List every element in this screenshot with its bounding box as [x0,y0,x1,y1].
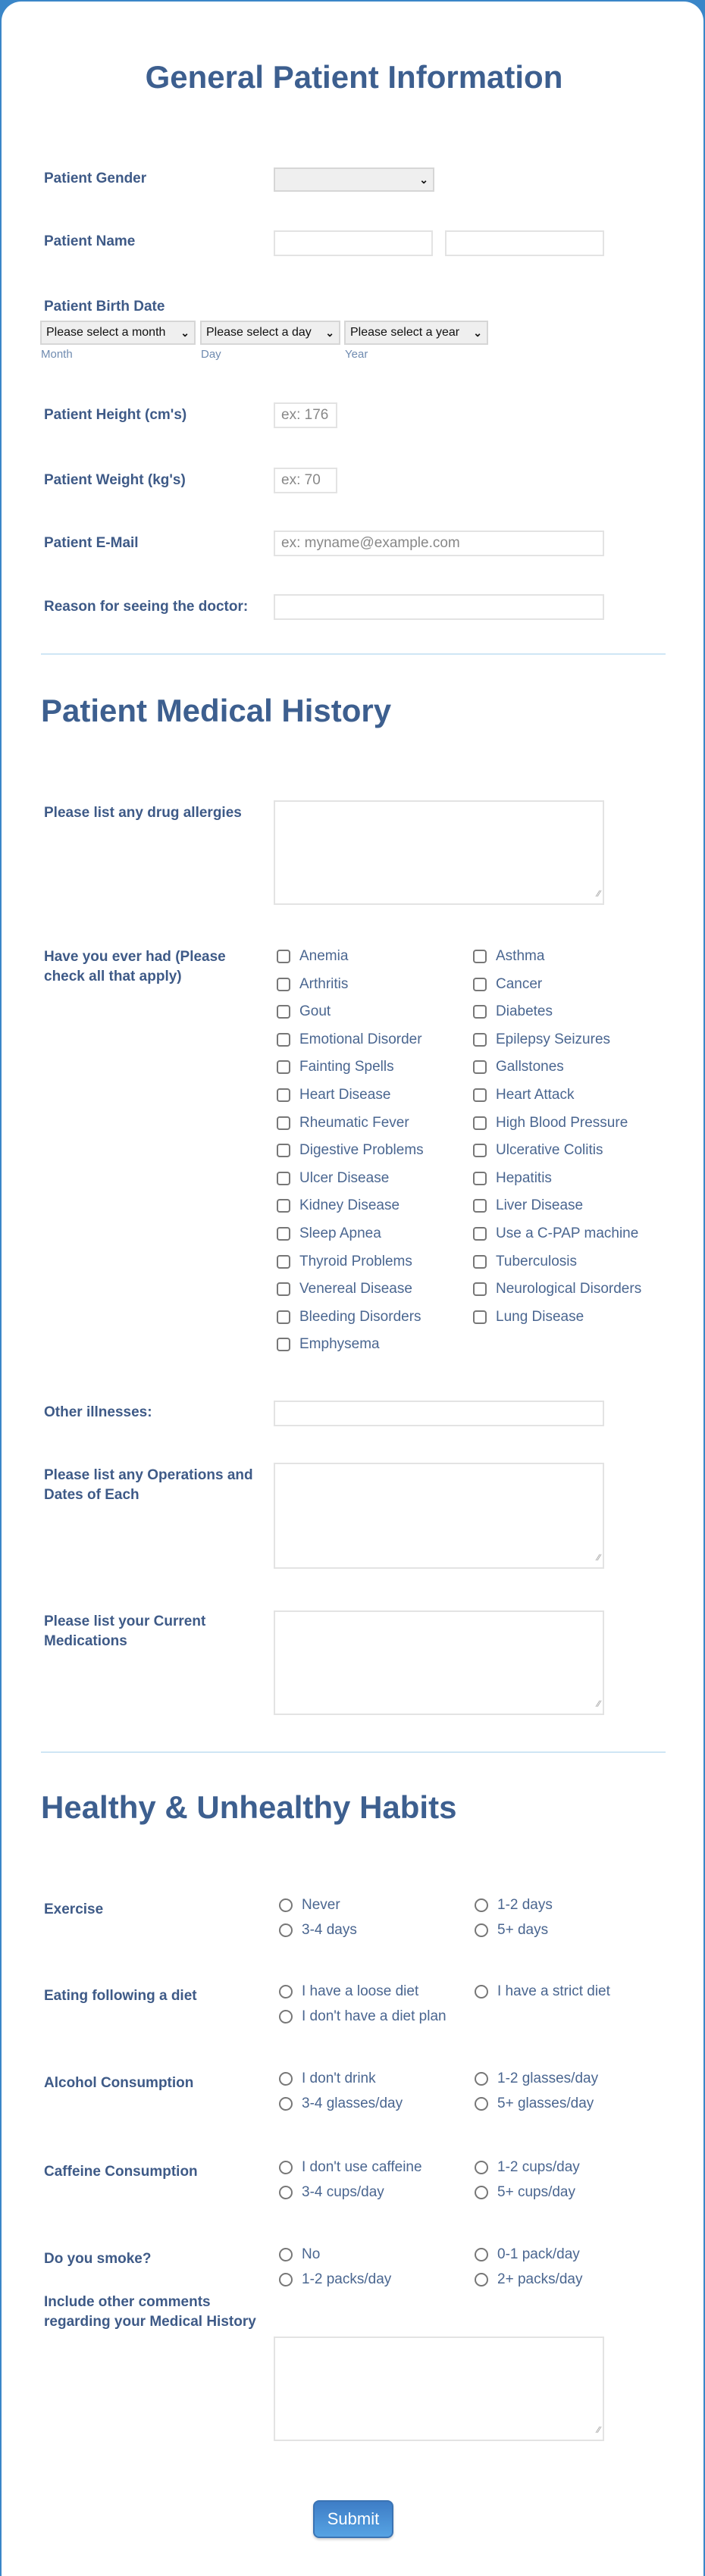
radio-label: 5+ days [497,1922,549,1938]
checkbox-label: Ulcerative Colitis [496,1142,603,1159]
radio-button[interactable] [475,1898,488,1912]
checkbox-label: Venereal Disease [299,1281,412,1297]
checkbox[interactable] [473,1033,487,1047]
habit-question-label: Exercise [44,1901,104,1917]
radio-button[interactable] [475,2097,488,2111]
radio-label: 0-1 pack/day [497,2246,580,2262]
habit-question-label: Alcohol Consumption [44,2075,194,2091]
radio-option[interactable] [279,2008,446,2025]
radio-option[interactable] [475,2271,583,2288]
radio-button[interactable] [279,1898,293,1912]
medications-textarea[interactable] [274,1610,604,1715]
checkbox[interactable] [473,1088,487,1102]
radio-button[interactable] [475,1985,488,1999]
checkbox[interactable] [473,1116,487,1130]
checkbox[interactable] [277,1033,290,1047]
radio-label: 5+ glasses/day [497,2096,594,2111]
checkbox-option[interactable] [277,1281,412,1297]
chevron-down-icon: ⌄ [325,326,334,339]
checkbox-label: Ulcer Disease [299,1169,390,1186]
checkbox-label: Liver Disease [496,1197,584,1214]
checkbox[interactable] [277,1060,290,1074]
checkbox-option[interactable] [277,1197,400,1214]
checkbox-option[interactable] [277,1059,394,1075]
weight-input[interactable]: ex: 70 [274,468,337,493]
checkbox[interactable] [277,1310,290,1324]
checkbox-label: Digestive Problems [299,1142,424,1159]
checkbox-option[interactable] [473,1281,641,1297]
checkbox-label: Anemia [299,948,349,964]
weight-label: Patient Weight (kg's) [44,472,186,488]
birth-year-value: Please select a year [350,326,460,339]
checkbox[interactable] [277,1116,290,1130]
allergies-textarea[interactable] [274,800,604,905]
checkbox[interactable] [277,978,290,991]
checkbox-label: Gout [299,1003,331,1020]
radio-button[interactable] [475,1923,488,1937]
radio-button[interactable] [475,2273,488,2286]
radio-label: I don't have a diet plan [302,2008,446,2024]
checkbox[interactable] [473,1172,487,1185]
name-label: Patient Name [44,233,136,249]
checkbox-label: Use a C-PAP machine [496,1225,639,1241]
birth-day-select[interactable] [200,321,340,345]
radio-label: 2+ packs/day [497,2271,583,2287]
checkbox[interactable] [277,1088,290,1102]
checkbox-label: Tuberculosis [496,1253,578,1269]
radio-option[interactable] [279,1983,418,2000]
checkbox-label: Asthma [496,948,545,964]
checkbox-option[interactable] [277,1115,409,1131]
height-input[interactable]: ex: 176 [274,402,337,428]
checkbox-option[interactable] [277,948,348,965]
radio-option[interactable] [475,1983,610,2000]
checkbox[interactable] [277,1282,290,1296]
chevron-down-icon: ⌄ [419,173,428,186]
radio-label: 1-2 cups/day [497,2159,580,2175]
habit-question-label: Do you smoke? [44,2251,152,2267]
birth-month-select[interactable] [40,321,196,345]
checkbox[interactable] [473,950,487,963]
operations-label: Please list any Operations and Dates of Each [44,1467,253,1503]
checkbox-option[interactable] [277,1003,331,1020]
checkbox-label: Thyroid Problems [299,1253,412,1269]
checkbox-option[interactable] [277,976,348,993]
checkbox[interactable] [473,978,487,991]
reason-label: Reason for seeing the doctor: [44,599,249,615]
checkbox-label: Arthritis [299,975,349,992]
checkbox-label: Rheumatic Fever [299,1114,409,1131]
checkbox-label: Fainting Spells [299,1059,394,1075]
section-divider [41,1751,666,1753]
radio-label: 3-4 days [302,1922,357,1938]
chevron-down-icon: ⌄ [180,326,190,339]
gender-select[interactable] [274,167,434,192]
submit-button[interactable]: Submit [313,2500,393,2538]
checkbox-option[interactable] [473,1254,577,1270]
last-name-input[interactable] [445,230,604,256]
resize-handle-icon[interactable]: ∕∕ [597,888,600,899]
checkbox-label: Emphysema [299,1336,380,1353]
radio-label: 5+ cups/day [497,2184,575,2200]
form-card [2,2,703,2576]
other-illnesses-label: Other illnesses: [44,1404,152,1420]
checkbox[interactable] [277,1338,290,1351]
radio-option[interactable] [279,2271,391,2288]
radio-option[interactable] [475,2246,580,2263]
checkbox-option[interactable] [277,1031,422,1048]
checkbox-option[interactable] [473,1087,575,1103]
operations-textarea[interactable] [274,1463,604,1569]
habit-question-label: Eating following a diet [44,1988,197,2004]
comments-label: Include other comments regarding your Medical History [44,2294,256,2330]
comments-textarea[interactable] [274,2337,604,2441]
checkbox[interactable] [473,1282,487,1296]
checkbox-option[interactable] [473,1170,552,1187]
radio-option[interactable] [279,2184,384,2201]
radio-button[interactable] [279,2072,293,2086]
radio-button[interactable] [475,2072,488,2086]
birth-day-value: Please select a day [206,326,312,339]
radio-option[interactable] [475,1897,553,1914]
radio-option[interactable] [279,1897,340,1914]
radio-button[interactable] [279,2248,293,2261]
checkbox-label: Bleeding Disorders [299,1308,421,1325]
checkbox-label: Heart Disease [299,1087,391,1103]
allergies-label: Please list any drug allergies [44,805,242,821]
checkbox-label: Cancer [496,975,543,992]
checkbox-label: Sleep Apnea [299,1225,381,1241]
radio-button[interactable] [279,1923,293,1937]
radio-option[interactable] [279,2071,376,2087]
checkbox[interactable] [473,1255,487,1269]
radio-button[interactable] [279,2097,293,2111]
checkbox-option[interactable] [473,1059,564,1075]
checkbox-label: Gallstones [496,1059,564,1075]
height-label: Patient Height (cm's) [44,407,187,423]
radio-label: 1-2 glasses/day [497,2071,599,2086]
birth-month-value: Please select a month [46,326,166,339]
checkbox[interactable] [277,1255,290,1269]
radio-label: Never [302,1897,340,1913]
medications-label: Please list your Current Medications [44,1614,206,1649]
checkbox-option[interactable] [277,1087,390,1103]
page-title: General Patient Information [145,59,563,95]
checkbox-option[interactable] [473,1197,583,1214]
checkbox-option[interactable] [277,1170,389,1187]
checkbox[interactable] [473,1199,487,1213]
radio-option[interactable] [475,2159,580,2176]
day-sublabel: Day [201,348,221,361]
radio-label: No [302,2246,321,2262]
checkbox-option[interactable] [277,1309,421,1326]
checkbox-option[interactable] [473,976,542,993]
radio-button[interactable] [279,1985,293,1999]
radio-option[interactable] [279,2159,422,2176]
birth-date-label: Patient Birth Date [44,299,165,315]
radio-button[interactable] [279,2186,293,2199]
radio-option[interactable] [279,2096,403,2112]
radio-label: 3-4 glasses/day [302,2096,403,2111]
radio-label: 3-4 cups/day [302,2184,384,2200]
email-input[interactable]: ex: myname@example.com [274,531,604,556]
checkbox-option[interactable] [277,1254,412,1270]
medical-history-heading: Patient Medical History [41,693,392,728]
birth-year-select[interactable] [344,321,488,345]
checkbox-option[interactable] [473,1225,638,1242]
month-sublabel: Month [41,348,73,361]
checkbox[interactable] [277,1144,290,1157]
resize-handle-icon[interactable]: ∕∕ [597,2424,600,2435]
checkbox[interactable] [277,1172,290,1185]
email-label: Patient E-Mail [44,535,139,551]
radio-option[interactable] [475,2071,598,2087]
checkbox-option[interactable] [277,1142,424,1159]
resize-handle-icon[interactable]: ∕∕ [597,1698,600,1709]
chevron-down-icon: ⌄ [473,326,482,339]
checkbox-label: Hepatitis [496,1169,552,1186]
checkbox-option[interactable] [473,1031,610,1048]
radio-button[interactable] [279,2010,293,2024]
radio-label: I don't use caffeine [302,2159,422,2175]
radio-button[interactable] [279,2273,293,2286]
checkbox-label: Lung Disease [496,1308,584,1325]
other-illnesses-input[interactable] [274,1401,604,1426]
checkbox-option[interactable] [277,1336,380,1353]
checkbox[interactable] [277,1227,290,1241]
checkbox-label: Diabetes [496,1003,553,1020]
radio-option[interactable] [475,1922,548,1939]
year-sublabel: Year [345,348,368,361]
radio-button[interactable] [475,2161,488,2174]
first-name-input[interactable] [274,230,433,256]
checkbox[interactable] [473,1005,487,1019]
radio-option[interactable] [475,2096,594,2112]
radio-label: I have a loose diet [302,1983,419,1999]
checkbox[interactable] [277,1005,290,1019]
checkbox-label: Epilepsy Seizures [496,1031,611,1047]
checkbox[interactable] [473,1310,487,1324]
resize-handle-icon[interactable]: ∕∕ [597,1552,600,1563]
checkbox[interactable] [473,1144,487,1157]
radio-option[interactable] [475,2184,575,2201]
gender-label: Patient Gender [44,171,147,186]
radio-label: I have a strict diet [497,1983,610,1999]
checkbox-label: Emotional Disorder [299,1031,422,1047]
checkbox-label: Neurological Disorders [496,1281,642,1297]
radio-label: I don't drink [302,2071,376,2086]
habits-heading: Healthy & Unhealthy Habits [41,1789,457,1825]
checkbox-label: Heart Attack [496,1087,575,1103]
checkbox-label: Kidney Disease [299,1197,400,1214]
conditions-label: Have you ever had (Please check all that apply) [44,949,226,984]
checkbox-option[interactable] [473,948,544,965]
radio-label: 1-2 packs/day [302,2271,392,2287]
checkbox-option[interactable] [473,1003,553,1020]
checkbox-option[interactable] [473,1309,584,1326]
radio-button[interactable] [475,2186,488,2199]
checkbox[interactable] [277,1199,290,1213]
reason-input[interactable] [274,594,604,620]
checkbox-option[interactable] [473,1115,628,1131]
radio-option[interactable] [279,1922,357,1939]
checkbox-option[interactable] [277,1225,381,1242]
radio-option[interactable] [279,2246,320,2263]
radio-button[interactable] [279,2161,293,2174]
radio-label: 1-2 days [497,1897,553,1913]
radio-button[interactable] [475,2248,488,2261]
checkbox[interactable] [473,1060,487,1074]
checkbox[interactable] [473,1227,487,1241]
checkbox-option[interactable] [473,1142,603,1159]
checkbox-label: High Blood Pressure [496,1114,628,1131]
section-divider [41,653,666,655]
checkbox[interactable] [277,950,290,963]
habit-question-label: Caffeine Consumption [44,2164,198,2180]
